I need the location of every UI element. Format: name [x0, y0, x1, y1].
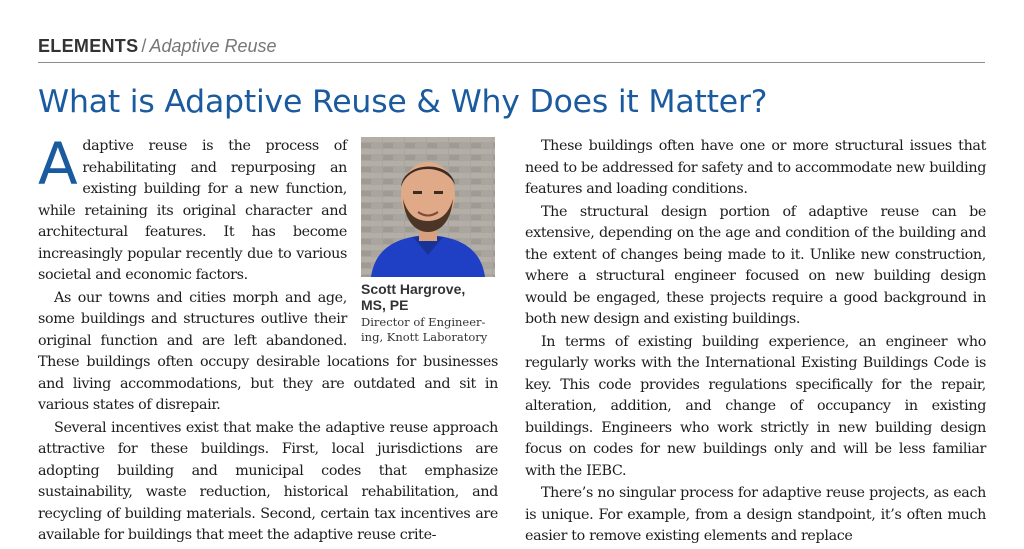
section-header	[38, 36, 985, 63]
paragraph-5: The structural design portion of adaptive reuse can be extensive, depending on the age and condition of the building and the extent of changes being made to it. Unlike new construction, where a structural engineer focused on new building design would be engaged, these projects require a good background in both new design and existing buildings.	[525, 203, 986, 327]
author-photo	[361, 137, 495, 277]
header-separator: /	[141, 36, 147, 56]
section-label: ELEMENTS	[38, 36, 139, 56]
paragraph-7: There’s no singular process for adaptive reuse projects, as each is unique. For example, from a design standpoint, it’s often much easier to remove existing elements and replace	[525, 485, 986, 544]
article-column-right	[525, 136, 986, 549]
paragraph-1: Adaptive reuse is the process of rehabilitating and repurposing an existing building for a new function, while retaining its original character and architectural features. It has become increasingly popular recently due to various societal and economic factors.	[38, 130, 347, 283]
paragraph-4: These buildings often have one or more structural issues that need to be addressed for safety and to accommodate new building features and loading conditions.	[525, 138, 986, 197]
article-title: What is Adaptive Reuse & Why Does it Matter?	[38, 84, 768, 120]
article-column-left	[38, 130, 498, 548]
author-title: Director of Engineer- ing, Knott Laboratory	[361, 315, 488, 344]
author-name: Scott Hargrove, MS, PE	[361, 281, 466, 313]
author-box	[361, 137, 498, 345]
author-portrait-image	[361, 137, 495, 277]
drop-cap: A	[38, 130, 78, 198]
paragraph-3: Several incentives exist that make the adaptive reuse approach attractive for these buildings. First, local jurisdictions are adopting building and municipal codes that emphasize sustainability, waste reduction, historical rehabilitation, and recycling of building materials. Second, certain tax incentives are available for buildings that meet the adaptive reuse crite-	[38, 419, 498, 543]
paragraph-2: As our towns and cities morph and age, some buildings and structures outlive their original function and are left abandoned. These buildings often occupy desirable locations for businesses and living accommodations, but they are outdated and sit in various states of disrepair.	[38, 289, 498, 413]
paragraph-6: In terms of existing building experience, an engineer who regularly works with the International Existing Buildings Code is key. This code provides regulations specifically for the repair, alteration, addition, and change of occupancy in existing buildings. Engineers who work strictly in new building design focus on codes for new buildings only and will be less familiar with the IEBC.	[525, 333, 986, 479]
subsection-label: Adaptive Reuse	[149, 36, 277, 56]
